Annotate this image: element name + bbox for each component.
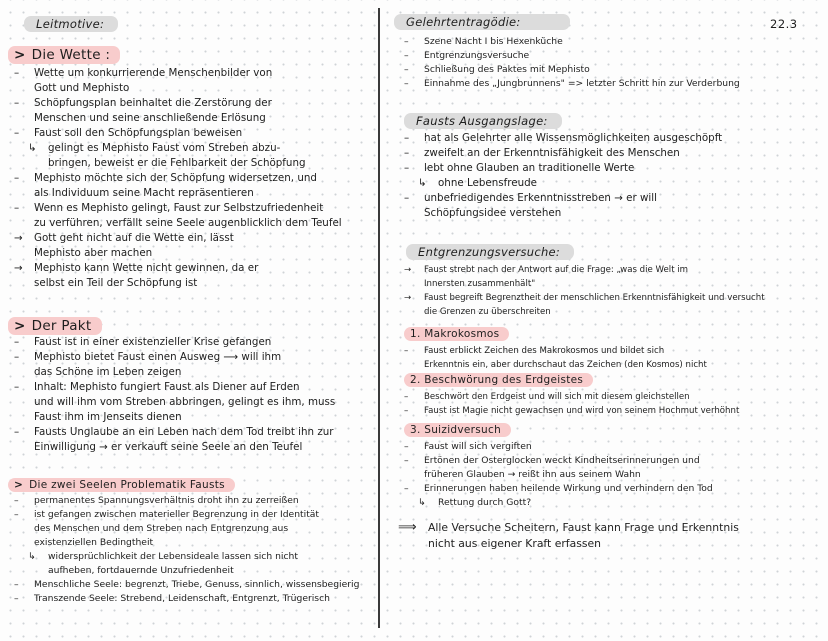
chevron-right-icon: >: [14, 318, 26, 334]
dash-bullet-icon: –: [404, 483, 409, 494]
list-item-line: [14, 564, 359, 578]
list-item: [404, 63, 740, 77]
list-item-line: [404, 191, 722, 206]
list-item: [404, 35, 740, 49]
arrow-right-icon: →: [404, 265, 412, 275]
list-item-line: [404, 35, 740, 49]
list-item: [14, 550, 359, 578]
list-item-text: ist gefangen zwischen materieller Begrenzung in der Identität: [34, 509, 320, 520]
list-item: [14, 578, 359, 592]
list-item: [14, 66, 342, 96]
list-item-text: Menschliche Seele: begrenzt, Triebe, Genuss, sinnlich, wissensbegierig: [34, 579, 360, 590]
dash-bullet-icon: –: [404, 64, 409, 75]
list-item-line: [404, 206, 722, 221]
ausgangslage-list: [404, 131, 722, 221]
wette-list: [14, 66, 342, 291]
list-item-line: [404, 49, 740, 63]
list-item-line: [404, 305, 765, 319]
list-item-text: Einwilligung → er verkauft seine Seele an den Teufel: [34, 441, 303, 453]
dash-bullet-icon: –: [14, 202, 20, 214]
list-item-text: Faust ist Magie nicht gewachsen und wird von seinem Hochmut verhöhnt: [424, 406, 740, 416]
list-item-line: [404, 263, 765, 277]
list-item-text: widersprüchlichkeit der Lebensideale lassen sich nicht: [48, 551, 298, 562]
list-item: [398, 520, 739, 552]
entgrenzung-intro: [404, 263, 765, 319]
list-item-text: Faust ist in einer existenzieller Krise gefangen: [34, 336, 272, 348]
entgrenzung-heading: Entgrenzungsversuche:: [406, 244, 574, 260]
dash-bullet-icon: –: [14, 426, 20, 438]
list-item-text: des Menschen und dem Streben nach Entgrenzung aus: [34, 523, 289, 534]
list-item-line: [404, 404, 739, 418]
suizid-heading: 3. Suizidversuch: [404, 423, 511, 437]
list-item: [14, 425, 335, 455]
list-item-line: [14, 231, 342, 246]
list-item-text: Faust strebt nach der Antwort auf die Frage: „was die Welt im: [424, 265, 689, 275]
list-item-line: [404, 440, 713, 454]
list-item: [404, 131, 722, 146]
list-item-line: [14, 425, 335, 440]
list-item-line: [14, 201, 342, 216]
list-item-line: [14, 111, 342, 126]
list-item: [404, 404, 739, 418]
list-item-text: früheren Glauben → reißt ihn aus seinem Wahn: [424, 469, 641, 480]
list-item-text: Inhalt: Mephisto fungiert Faust als Diener auf Erden: [34, 381, 300, 393]
list-item-text: existenziellen Bedingtheit: [34, 537, 154, 548]
list-item-line: [14, 536, 359, 550]
list-item-text: Faust will sich vergiften: [424, 441, 532, 452]
seelen-heading: [8, 478, 235, 492]
list-item: [14, 380, 335, 425]
list-item-text: Menschen und seine anschließende Erlösung: [34, 112, 266, 124]
list-item-line: [14, 66, 342, 81]
list-item-line: [14, 550, 359, 564]
ausgangslage-heading: Fausts Ausgangslage:: [404, 113, 562, 129]
list-item-text: nicht aus eigener Kraft erfassen: [428, 537, 601, 550]
list-item-text: Beschwört den Erdgeist und will sich mit diesem gleichstellen: [424, 392, 690, 402]
list-item-text: Mephisto aber machen: [34, 247, 153, 259]
list-item-line: [14, 96, 342, 111]
dash-bullet-icon: –: [14, 97, 20, 109]
list-item-text: Faust soll den Schöpfungsplan beweisen: [34, 127, 243, 139]
list-item-text: ohne Lebensfreude: [438, 177, 537, 189]
list-item-line: [404, 482, 713, 496]
sub-arrow-icon: ↳: [28, 551, 36, 562]
list-item-line: [404, 468, 713, 482]
list-item-line: [404, 77, 740, 91]
list-item-line: [404, 63, 740, 77]
list-item-line: [404, 277, 765, 291]
list-item-line: [404, 390, 739, 404]
list-item-line: [404, 146, 722, 161]
list-item-text: Schöpfungsplan beinhaltet die Zerstörung der: [34, 97, 272, 109]
dash-bullet-icon: –: [14, 127, 20, 139]
list-item: [404, 496, 713, 510]
list-item-line: [14, 156, 342, 171]
list-item-text: Mephisto kann Wette nicht gewinnen, da er: [34, 262, 259, 274]
sub-arrow-icon: ↳: [28, 142, 37, 154]
column-divider: [378, 8, 380, 628]
list-item: [14, 231, 342, 261]
list-item-line: [14, 261, 342, 276]
list-item-line: [404, 131, 722, 146]
list-item-text: lebt ohne Glauben an traditionelle Werte: [424, 162, 635, 174]
list-item-line: [398, 536, 739, 552]
list-item-line: [404, 358, 707, 372]
makrokosmos-list: [404, 344, 707, 372]
pakt-heading-text: Der Pakt: [31, 318, 92, 334]
list-item-line: [404, 496, 713, 510]
dash-bullet-icon: –: [14, 509, 19, 520]
list-item-line: [404, 291, 765, 305]
list-item-text: Alle Versuche Scheitern, Faust kann Frage und Erkenntnis: [428, 521, 739, 534]
list-item: [14, 508, 359, 550]
list-item-line: [14, 592, 359, 606]
dash-bullet-icon: –: [14, 67, 20, 79]
list-item-line: [14, 350, 335, 365]
list-item-text: Gott und Mephisto: [34, 82, 130, 94]
list-item-text: Szene Nacht I bis Hexenküche: [424, 36, 563, 47]
list-item-text: permanentes Spannungsverhältnis droht ihn zu zerreißen: [34, 495, 299, 506]
chevron-right-icon: >: [14, 47, 26, 63]
page-date: 22.3: [770, 17, 798, 31]
list-item-line: [404, 454, 713, 468]
list-item-line: [14, 246, 342, 261]
list-item: [404, 191, 722, 221]
list-item-line: [404, 344, 707, 358]
dash-bullet-icon: –: [404, 455, 409, 466]
erdgeist-heading: 2. Beschwörung des Erdgeistes: [404, 373, 593, 387]
dash-bullet-icon: –: [404, 132, 410, 144]
list-item-line: [14, 395, 335, 410]
list-item: [404, 176, 722, 191]
dash-bullet-icon: –: [404, 162, 410, 174]
arrow-right-icon: →: [14, 232, 23, 244]
list-item-text: aufheben, fortdauernde Unzufriedenheit: [48, 565, 234, 576]
dash-bullet-icon: –: [404, 50, 409, 61]
dash-bullet-icon: –: [404, 441, 409, 452]
list-item-text: selbst ein Teil der Schöpfung ist: [34, 277, 198, 289]
list-item-line: [14, 578, 359, 592]
list-item-text: Schließung des Paktes mit Mephisto: [424, 64, 590, 75]
double-arrow-icon: ⟹: [398, 520, 417, 535]
list-item-line: [14, 380, 335, 395]
seelen-heading-text: Die zwei Seelen Problematik Fausts: [29, 479, 225, 491]
list-item-line: [14, 440, 335, 455]
list-item: [404, 440, 713, 454]
dash-bullet-icon: –: [404, 36, 409, 47]
arrow-right-icon: →: [404, 293, 412, 303]
sub-arrow-icon: ↳: [418, 177, 427, 189]
leitmotive-heading: Leitmotive:: [24, 16, 118, 32]
list-item-text: Innersten zusammenhält": [424, 279, 536, 289]
seelen-list: [14, 494, 359, 606]
dash-bullet-icon: –: [404, 78, 409, 89]
list-item-text: das Schöne im Leben zeigen: [34, 366, 182, 378]
wette-heading: [8, 46, 120, 64]
list-item-text: Faust erblickt Zeichen des Makrokosmos und bildet sich: [424, 346, 665, 356]
pakt-list: [14, 335, 335, 455]
list-item-text: die Grenzen zu überschreiten: [424, 307, 551, 317]
list-item-text: hat als Gelehrter alle Wissensmöglichkeiten ausgeschöpft: [424, 132, 723, 144]
list-item: [14, 350, 335, 380]
list-item-text: Erkenntnis ein, aber durchschaut das Zeichen (den Kosmos) nicht: [424, 360, 707, 370]
list-item-text: Fausts Unglaube an ein Leben nach dem Tod treibt ihn zur: [34, 426, 334, 438]
list-item-text: zweifelt an der Erkenntnisfähigkeit des Menschen: [424, 147, 680, 159]
list-item: [404, 390, 739, 404]
list-item: [14, 335, 335, 350]
list-item-text: Mephisto möchte sich der Schöpfung widersetzen, und: [34, 172, 317, 184]
list-item-line: [14, 335, 335, 350]
pakt-heading: [8, 317, 102, 335]
dash-bullet-icon: –: [14, 381, 20, 393]
list-item-line: [14, 171, 342, 186]
chevron-right-icon: >: [14, 479, 24, 491]
list-item-line: [14, 365, 335, 380]
list-item-line: [398, 520, 739, 536]
list-item: [14, 126, 342, 141]
list-item-text: bringen, beweist er die Fehlbarkeit der Schöpfung: [48, 157, 306, 169]
dash-bullet-icon: –: [14, 495, 19, 506]
list-item: [404, 146, 722, 161]
list-item: [14, 494, 359, 508]
dash-bullet-icon: –: [14, 336, 20, 348]
list-item-text: Rettung durch Gott?: [438, 497, 532, 508]
gelehrten-list: [404, 35, 740, 91]
list-item-line: [14, 494, 359, 508]
list-item-text: als Individuum seine Macht repräsentieren: [34, 187, 254, 199]
list-item-line: [14, 522, 359, 536]
list-item: [14, 141, 342, 171]
dash-bullet-icon: –: [404, 406, 409, 416]
list-item-text: Wette um konkurrierende Menschenbilder von: [34, 67, 273, 79]
list-item-text: Erinnerungen haben heilende Wirkung und verhindern den Tod: [424, 483, 713, 494]
conclusion: [398, 520, 739, 552]
list-item-text: gelingt es Mephisto Faust vom Streben abzu-: [48, 142, 281, 154]
list-item: [404, 344, 707, 372]
dash-bullet-icon: –: [404, 392, 409, 402]
makrokosmos-heading: 1. Makrokosmos: [404, 327, 509, 341]
list-item-line: [14, 81, 342, 96]
dash-bullet-icon: –: [14, 172, 20, 184]
list-item-line: [14, 276, 342, 291]
dash-bullet-icon: –: [404, 346, 409, 356]
list-item-text: Wenn es Mephisto gelingt, Faust zur Selbstzufriedenheit: [34, 202, 324, 214]
list-item: [404, 291, 765, 319]
list-item: [404, 482, 713, 496]
list-item: [404, 77, 740, 91]
erdgeist-list: [404, 390, 739, 418]
list-item: [14, 171, 342, 201]
list-item-text: Entgrenzungsversuche: [424, 50, 530, 61]
list-item-line: [14, 126, 342, 141]
sub-arrow-icon: ↳: [418, 497, 426, 508]
list-item-text: Schöpfungsidee verstehen: [424, 207, 562, 219]
list-item-text: Gott geht nicht auf die Wette ein, lässt: [34, 232, 234, 244]
list-item: [14, 201, 342, 231]
dash-bullet-icon: –: [14, 579, 19, 590]
suizid-list: [404, 440, 713, 510]
list-item: [14, 261, 342, 291]
list-item: [14, 592, 359, 606]
dash-bullet-icon: –: [14, 593, 19, 604]
gelehrten-heading: Gelehrtentragödie:: [394, 14, 570, 30]
list-item-text: Faust begreift Begrenztheit der menschlichen Erkenntnisfähigkeit und versucht: [424, 293, 765, 303]
list-item-line: [14, 186, 342, 201]
list-item-line: [14, 410, 335, 425]
list-item-text: zu verführen, verfällt seine Seele augenblicklich dem Teufel: [34, 217, 342, 229]
dash-bullet-icon: –: [14, 351, 20, 363]
arrow-right-icon: →: [14, 262, 23, 274]
list-item-line: [404, 176, 722, 191]
list-item: [404, 263, 765, 291]
list-item-text: Faust ihm im Jenseits dienen: [34, 411, 182, 423]
list-item-text: und will ihm vom Streben abbringen, gelingt es ihm, muss: [34, 396, 336, 408]
list-item: [404, 161, 722, 176]
list-item-text: Transzende Seele: Strebend, Leidenschaft, Entgrenzt, Trügerisch: [34, 593, 330, 604]
list-item-text: Einnahme des „Jungbrunnens" => letzter Schritt hin zur Verderbung: [424, 78, 740, 89]
dash-bullet-icon: –: [404, 147, 410, 159]
list-item-line: [14, 216, 342, 231]
list-item: [14, 96, 342, 126]
list-item-text: unbefriedigendes Erkenntnisstreben → er will: [424, 192, 657, 204]
list-item: [404, 49, 740, 63]
list-item: [404, 454, 713, 482]
list-item-line: [404, 161, 722, 176]
list-item-line: [14, 508, 359, 522]
list-item-line: [14, 141, 342, 156]
wette-heading-text: Die Wette :: [31, 47, 111, 63]
dash-bullet-icon: –: [404, 192, 410, 204]
list-item-text: Mephisto bietet Faust einen Ausweg ⟶ will ihm: [34, 351, 282, 363]
list-item-text: Ertönen der Osterglocken weckt Kindheitserinnerungen und: [424, 455, 700, 466]
